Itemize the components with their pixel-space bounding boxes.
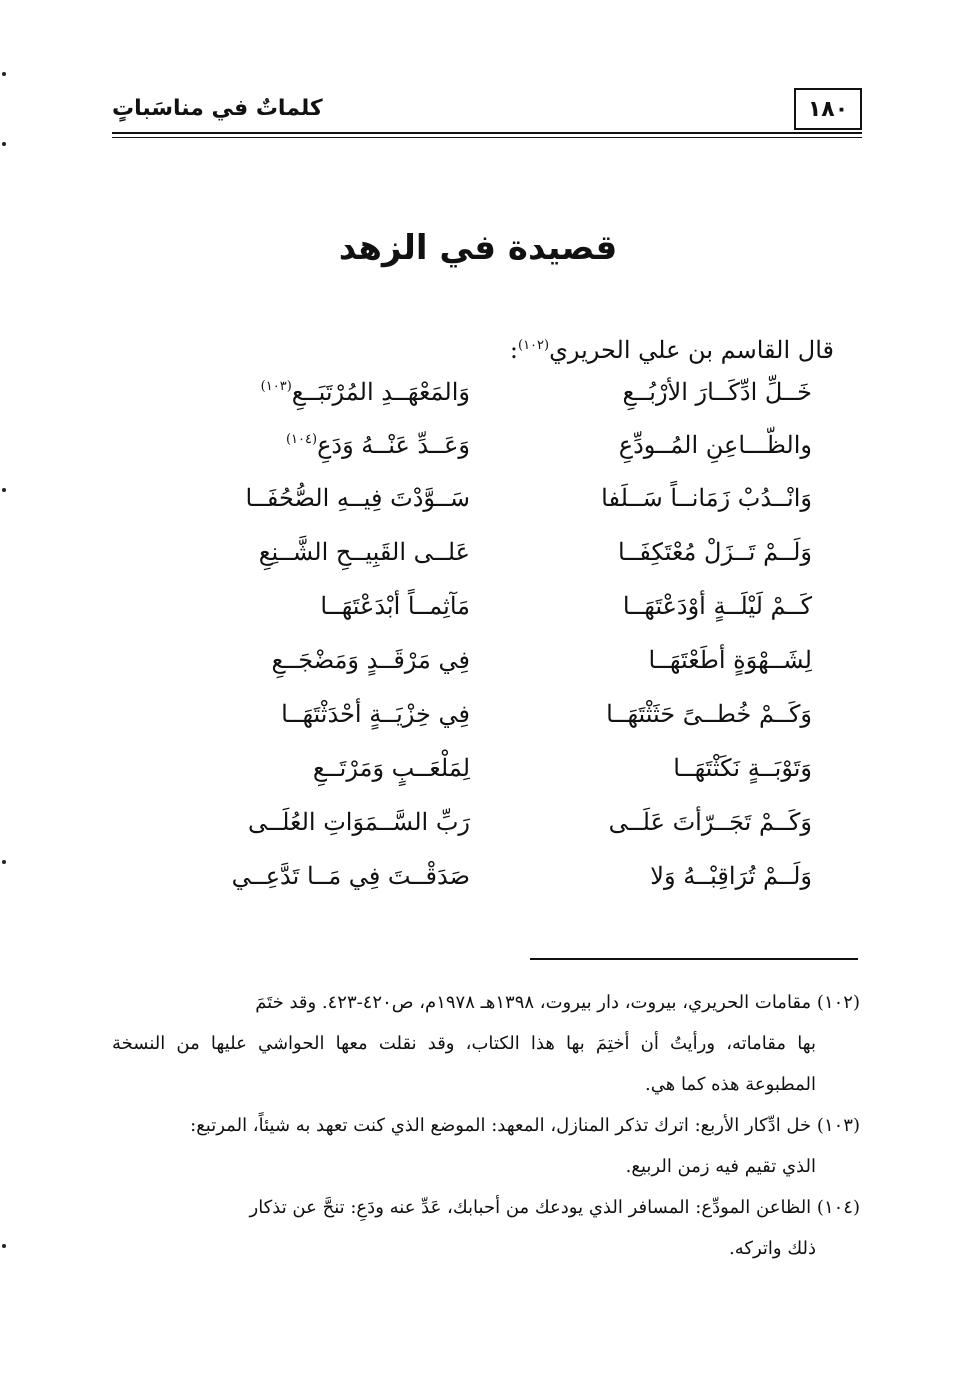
intro-colon: : bbox=[509, 336, 518, 364]
verse-line bbox=[150, 862, 850, 914]
verse-first-hemistich: خَــلِّ ادِّكَــارَ الأرْبُــعِ bbox=[622, 378, 812, 406]
verse-first-hemistich: لِشَــهْوَةٍ أطَعْتَهَــا bbox=[648, 646, 812, 674]
verse-line bbox=[150, 538, 850, 590]
verse-second-text: وَالمَعْهَــدِ المُرْتَبَــعِ bbox=[291, 378, 470, 406]
verse-line bbox=[150, 431, 850, 483]
footnote-continuation: الذي تقيم فيه زمن الربيع. bbox=[625, 1156, 816, 1177]
footnote bbox=[112, 982, 860, 1105]
margin-mark bbox=[2, 72, 6, 76]
verse-line bbox=[150, 646, 850, 698]
poem-title: قصيدة في الزهد bbox=[338, 228, 618, 268]
footnote-number: (١٠٢) bbox=[816, 992, 860, 1013]
verse-line bbox=[150, 754, 850, 806]
verse-first-hemistich: وَانْــدُبْ زَمَانــاً سَــلَفا bbox=[601, 484, 812, 512]
verse-first-hemistich: وَلَــمْ تَــزَلْ مُعْتَكِفَــا bbox=[617, 538, 812, 566]
intro-footnote-ref: (١٠٢) bbox=[517, 338, 550, 353]
footnote-number: (١٠٤) bbox=[816, 1197, 860, 1218]
footnote-continuation: بها مقاماته، ورأيتُ أن أختِمَ بها هذا الكتاب، وقد نقلت معها الحواشي عليها من النسخة المطبوعة هذه كما هي. bbox=[112, 1033, 816, 1095]
verse-first-hemistich: وَلَــمْ تُرَاقِبْــهُ وَلا bbox=[650, 862, 812, 890]
footnote-text: خل ادِّكار الأربع: اترك تذكر المنازل، المعهد: الموضع الذي كنت تعهد به شيئاً، المرتبع: bbox=[190, 1115, 812, 1136]
verse-footnote-ref: (١٠٣) bbox=[260, 379, 292, 394]
verse-line bbox=[150, 700, 850, 752]
footnote-separator bbox=[530, 958, 858, 960]
page-number: ١٨٠ bbox=[794, 88, 862, 130]
footnote bbox=[112, 1105, 860, 1187]
footnote-continuation: ذلك واتركه. bbox=[729, 1238, 816, 1259]
margin-mark bbox=[2, 1244, 6, 1248]
verse-first-hemistich: والظّـــاعِنِ المُــودِّعِ bbox=[618, 431, 812, 459]
footnote-text: الظاعن المودِّع: المسافر الذي يودعك من أحبابك، عَدِّ عنه ودَعِ: تنحَّ عن تذكار bbox=[249, 1197, 812, 1218]
verse-second-hemistich: عَلــى القَبِيــحِ الشَّــنِعِ bbox=[258, 538, 470, 566]
page-header bbox=[112, 88, 862, 138]
verse-first-hemistich: وَكَــمْ خُطــىً حَثَثْتَهَــا bbox=[606, 700, 812, 728]
running-title: كلماتٌ في مناسَباتٍ bbox=[112, 96, 323, 121]
header-rule-thin bbox=[112, 137, 862, 138]
footnote-number: (١٠٣) bbox=[816, 1115, 860, 1136]
verse-second-hemistich bbox=[180, 378, 470, 406]
verse-line bbox=[150, 378, 850, 430]
verse-second-text: وَعَــدِّ عَنْــهُ وَدَعِ bbox=[317, 431, 470, 459]
verse-second-hemistich bbox=[180, 431, 470, 459]
verse-footnote-ref: (١٠٤) bbox=[285, 432, 318, 447]
verse-first-hemistich: وَكَــمْ تَجَــرّأتَ عَلَــى bbox=[608, 808, 812, 836]
header-rule bbox=[112, 132, 862, 134]
verse-line bbox=[150, 808, 850, 860]
intro-text: قال القاسم بن علي الحريري bbox=[549, 336, 834, 364]
verse-second-hemistich: فِي خِزْيَــةٍ أحْدَثْتَهَــا bbox=[281, 700, 470, 728]
verse-first-hemistich: وَتَوْبَــةٍ نَكَثْتَهَــا bbox=[673, 754, 812, 782]
margin-mark bbox=[2, 860, 6, 864]
footnote bbox=[112, 1187, 860, 1269]
footnote-text: مقامات الحريري، بيروت، دار بيروت، ١٣٩٨هـ ١٩٧٨م، ص٤٢٠-٤٢٣. وقد ختَمَ bbox=[255, 992, 812, 1013]
margin-mark bbox=[2, 142, 6, 146]
margin-mark bbox=[2, 488, 6, 492]
verse-first-hemistich: كَــمْ لَيْلَــةٍ أوْدَعْتَهَــا bbox=[622, 592, 812, 620]
footnotes bbox=[112, 982, 860, 1269]
poem-intro bbox=[510, 336, 834, 364]
verse-second-hemistich: رَبِّ السَّــمَوَاتِ العُلَــى bbox=[248, 808, 470, 836]
verse-second-hemistich: مَآثِمــاً أبْدَعْتَهَــا bbox=[320, 592, 470, 620]
verse-second-hemistich: فِي مَرْقَــدٍ وَمَضْجَــعِ bbox=[271, 646, 470, 674]
verse-line bbox=[150, 484, 850, 536]
verse-second-hemistich: لِمَلْعَــبٍ وَمَرْتَــعِ bbox=[312, 754, 470, 782]
verse-second-hemistich: سَــوَّدْتَ فِيــهِ الصُّحُفَــا bbox=[245, 484, 470, 512]
verse-second-hemistich: صَدَقْــتَ فِي مَــا تَدَّعِــي bbox=[231, 862, 470, 890]
verse-line bbox=[150, 592, 850, 644]
